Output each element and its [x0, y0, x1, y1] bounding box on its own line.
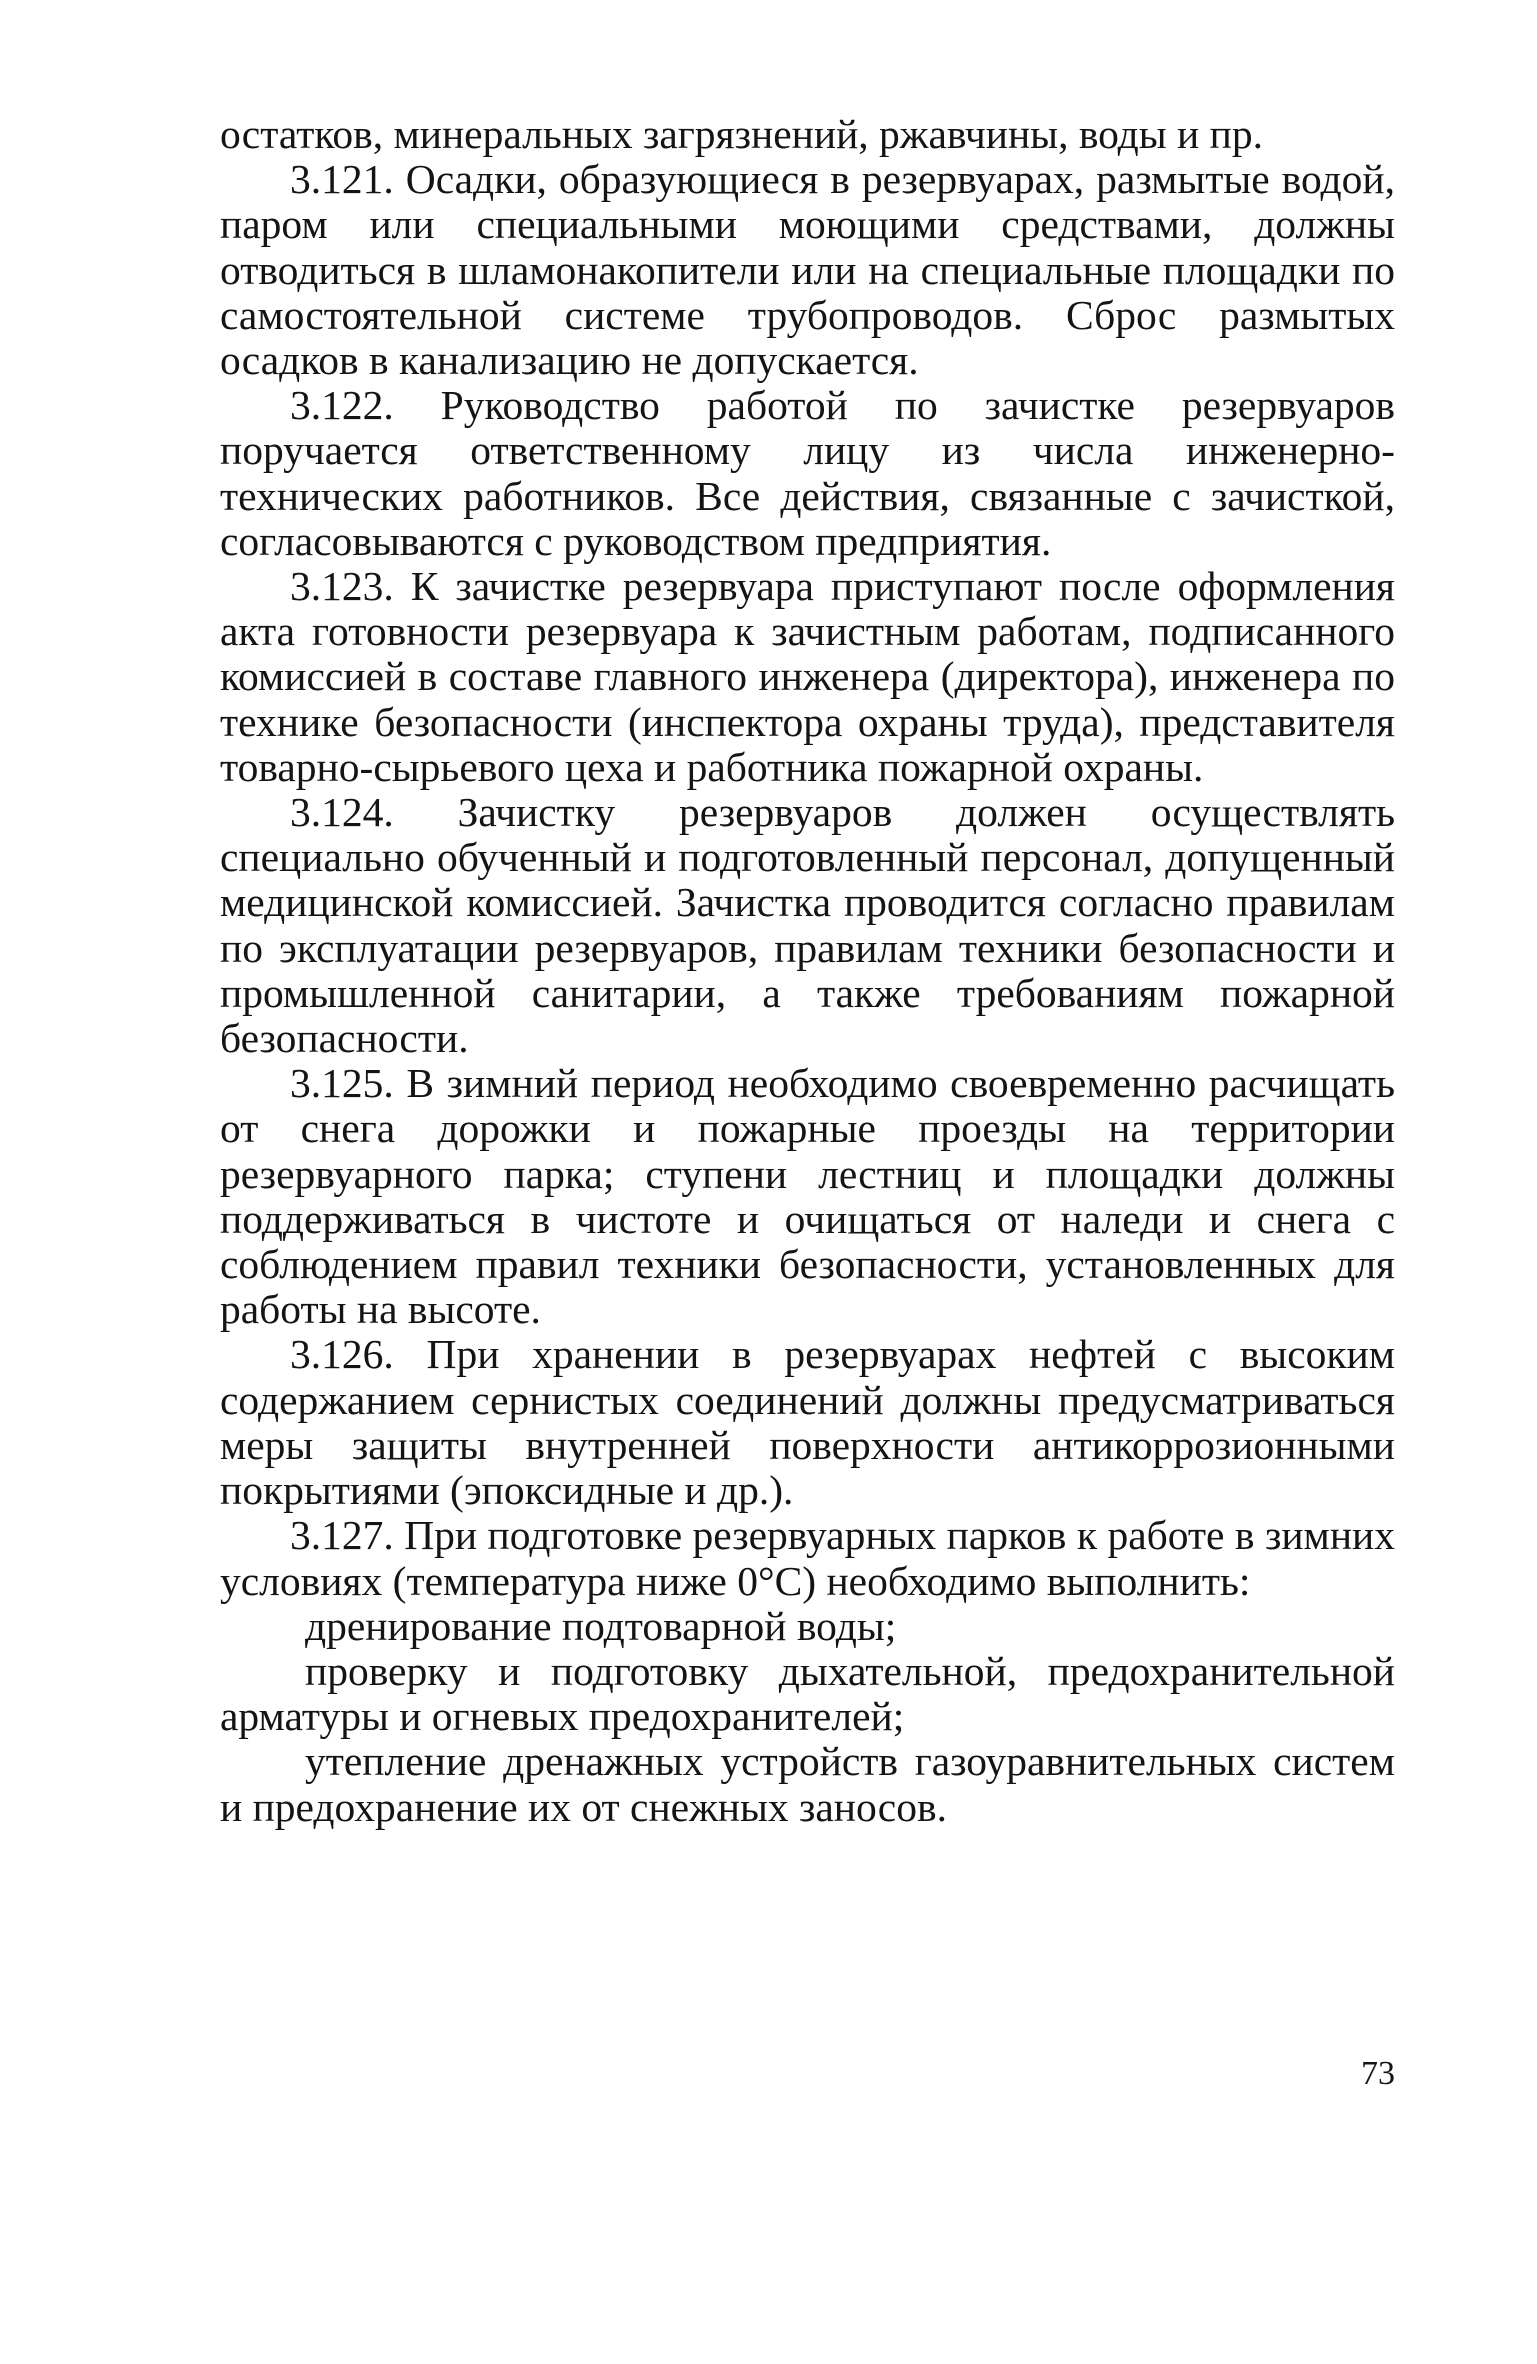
list-item-insulation: утепление дренажных устройств газоуравнительных систем и предохранение их от снежных заносов. [220, 1738, 1395, 1830]
paragraph-3-121: 3.121. Осадки, образующиеся в резервуарах, размытые водой, паром или специальными моющими средствами, должны отводиться в шламонакопители или на специальные площадки по самостоятельной системе трубопроводов. Сброс размытых осадков в канализацию не допускается. [220, 156, 1395, 384]
document-body [220, 112, 1395, 1830]
paragraph-3-125: 3.125. В зимний период необходимо своевременно расчищать от снега дорожки и пожарные проезды на территории резервуарного парка; ступени лестниц и площадки должны поддерживаться в чистоте и очищаться от наледи и снега с соблюдением правил техники безопасности, установленных для работы на высоте. [220, 1060, 1395, 1333]
paragraph-3-124: 3.124. Зачистку резервуаров должен осуществлять специально обученный и подготовленный персонал, допущенный медицинской комиссией. Зачистка проводится согласно правилам по эксплуатации резервуаров, правилам техники безопасности и промышленной санитарии, а также требованиям пожарной безопасности. [220, 789, 1395, 1062]
list-item-drainage: дренирование подтоварной воды; [305, 1602, 897, 1649]
paragraph-3-123: 3.123. К зачистке резервуара приступают после оформления акта готовности резервуара к зачистным работам, подписанного комиссией в составе главного инженера (директора), инженера по технике безопасности (инспектора охраны труда), представителя товарно-сырьевого цеха и работника пожарной охраны. [220, 563, 1395, 790]
paragraph-3-126: 3.126. При хранении в резервуарах нефтей с высоким содержанием сернистых соединений должны предусматриваться меры защиты внутренней поверхности антикоррозионными покрытиями (эпоксидные и др.). [220, 1331, 1395, 1514]
paragraph-continuation: остатков, минеральных загрязнений, ржавчины, воды и пр. [220, 111, 1263, 157]
paragraph-3-122: 3.122. Руководство работой по зачистке резервуаров поручается ответственному лицу из числа инженерно-технических работников. Все действия, связанные с зачисткой, согласовываются с руководством предприятия. [220, 382, 1395, 564]
list-item-valves-check: проверку и подготовку дыхательной, предохранительной арматуры и огневых предохранителей; [220, 1647, 1395, 1740]
page-number: 73 [1361, 2055, 1395, 2092]
paragraph-3-127: 3.127. При подготовке резервуарных парков к работе в зимних условиях (температура ниже 0°С) необходимо выполнить: [220, 1512, 1395, 1604]
